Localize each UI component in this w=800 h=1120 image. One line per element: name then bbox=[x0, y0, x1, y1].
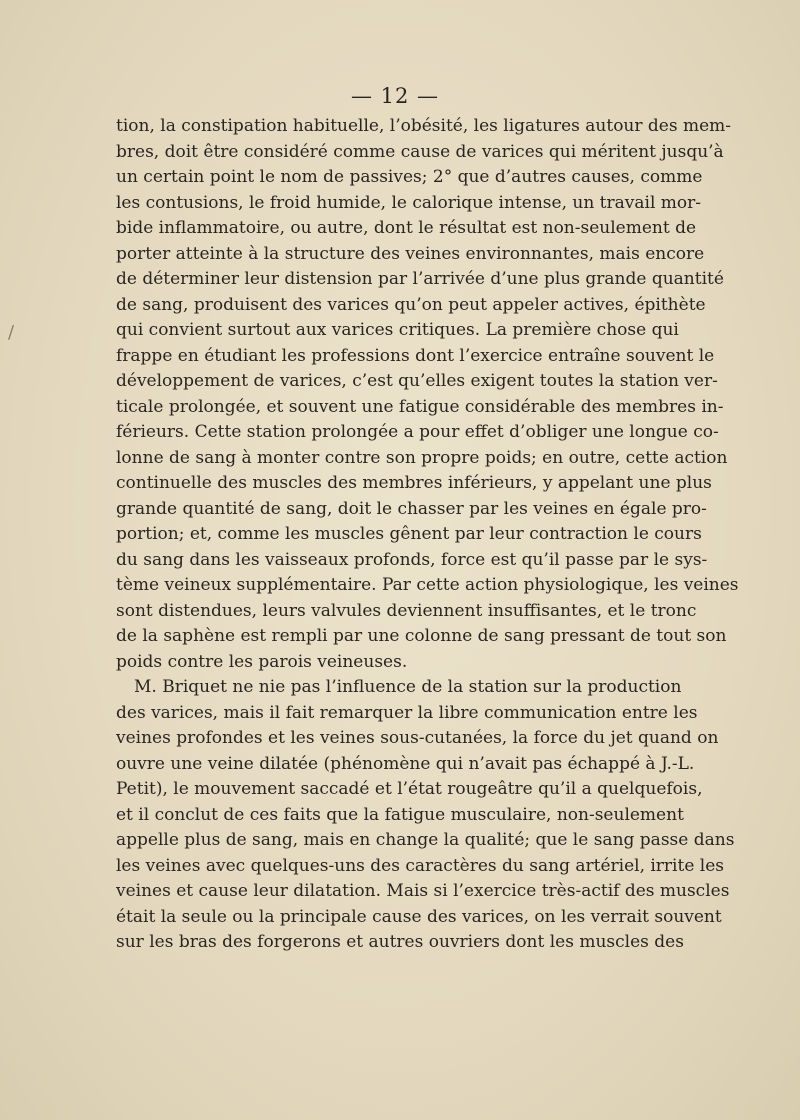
text-line: frappe en étudiant les professions dont l’exercice entraîne souvent le bbox=[116, 345, 715, 366]
text-line: de la saphène est rempli par une colonne de sang pressant de tout son bbox=[116, 626, 727, 646]
text-line: bide inflammatoire, ou autre, dont le résultat est non-seulement de bbox=[116, 218, 697, 238]
text-line: un certain point le nom de passives; 2° que d’autres causes, comme bbox=[116, 167, 703, 187]
text-line: les veines avec quelques-uns des caractères du sang artériel, irrite les bbox=[116, 855, 725, 876]
text-line: ticale prolongée, et souvent une fatigue considérable des membres in- bbox=[116, 396, 724, 417]
text-line: férieurs. Cette station prolongée a pour effet d’obliger une longue co- bbox=[116, 422, 719, 442]
body-text bbox=[116, 114, 739, 956]
text-line: des varices, mais il fait remarquer la libre communication entre les bbox=[116, 702, 698, 723]
text-line: ouvre une veine dilatée (phénomène qui n’avait pas échappé à J.-L. bbox=[116, 753, 695, 774]
text-line: du sang dans les vaisseaux profonds, force est qu’il passe par le sys- bbox=[116, 549, 708, 570]
text-line: M. Briquet ne nie pas l’influence de la station sur la production bbox=[134, 677, 682, 697]
text-line: veines profondes et les veines sous-cutanées, la force du jet quand on bbox=[116, 728, 719, 748]
text-line: portion; et, comme les muscles gênent par leur contraction le cours bbox=[116, 524, 702, 544]
text-line: qui convient surtout aux varices critiques. La première chose qui bbox=[116, 320, 679, 340]
text-line: les contusions, le froid humide, le calorique intense, un travail mor- bbox=[116, 192, 702, 213]
text-line: tion, la constipation habituelle, l’obésité, les ligatures autour des mem- bbox=[116, 116, 732, 136]
text-line: bres, doit être considéré comme cause de varices qui méritent jusqu’à bbox=[116, 141, 724, 162]
text-line: appelle plus de sang, mais en change la qualité; que le sang passe dans bbox=[116, 830, 735, 850]
text-line: de sang, produisent des varices qu’on peut appeler actives, épithète bbox=[116, 294, 706, 315]
text-line: grande quantité de sang, doit le chasser par les veines en égale pro- bbox=[116, 498, 707, 519]
text-line: de déterminer leur distension par l’arrivée d’une plus grande quantité bbox=[116, 269, 724, 289]
text-line: porter atteinte à la structure des veines environnantes, mais encore bbox=[116, 243, 705, 264]
text-line: était la seule ou la principale cause des varices, on les verrait souvent bbox=[116, 906, 722, 927]
edge-mark: / bbox=[8, 322, 15, 343]
text-line: lonne de sang à monter contre son propre poids; en outre, cette action bbox=[116, 447, 728, 468]
text-line: poids contre les parois veineuses. bbox=[116, 651, 408, 672]
text-line: sur les bras des forgerons et autres ouvriers dont les muscles des bbox=[116, 932, 684, 952]
text-line: Petit), le mouvement saccadé et l’état rougeâtre qu’il a quelquefois, bbox=[116, 779, 703, 799]
page-number: — 12 — bbox=[350, 84, 440, 108]
text-line: tème veineux supplémentaire. Par cette action physiologique, les veines bbox=[116, 575, 739, 595]
text-line: et il conclut de ces faits que la fatigue musculaire, non-seulement bbox=[116, 804, 684, 825]
text-line: veines et cause leur dilatation. Mais si l’exercice très-actif des muscles bbox=[116, 881, 730, 901]
text-line: sont distendues, leurs valvules deviennent insuffisantes, et le tronc bbox=[116, 600, 697, 621]
text-line: développement de varices, c’est qu’elles exigent toutes la station ver- bbox=[116, 371, 718, 391]
text-line: continuelle des muscles des membres inférieurs, y appelant une plus bbox=[116, 473, 712, 493]
